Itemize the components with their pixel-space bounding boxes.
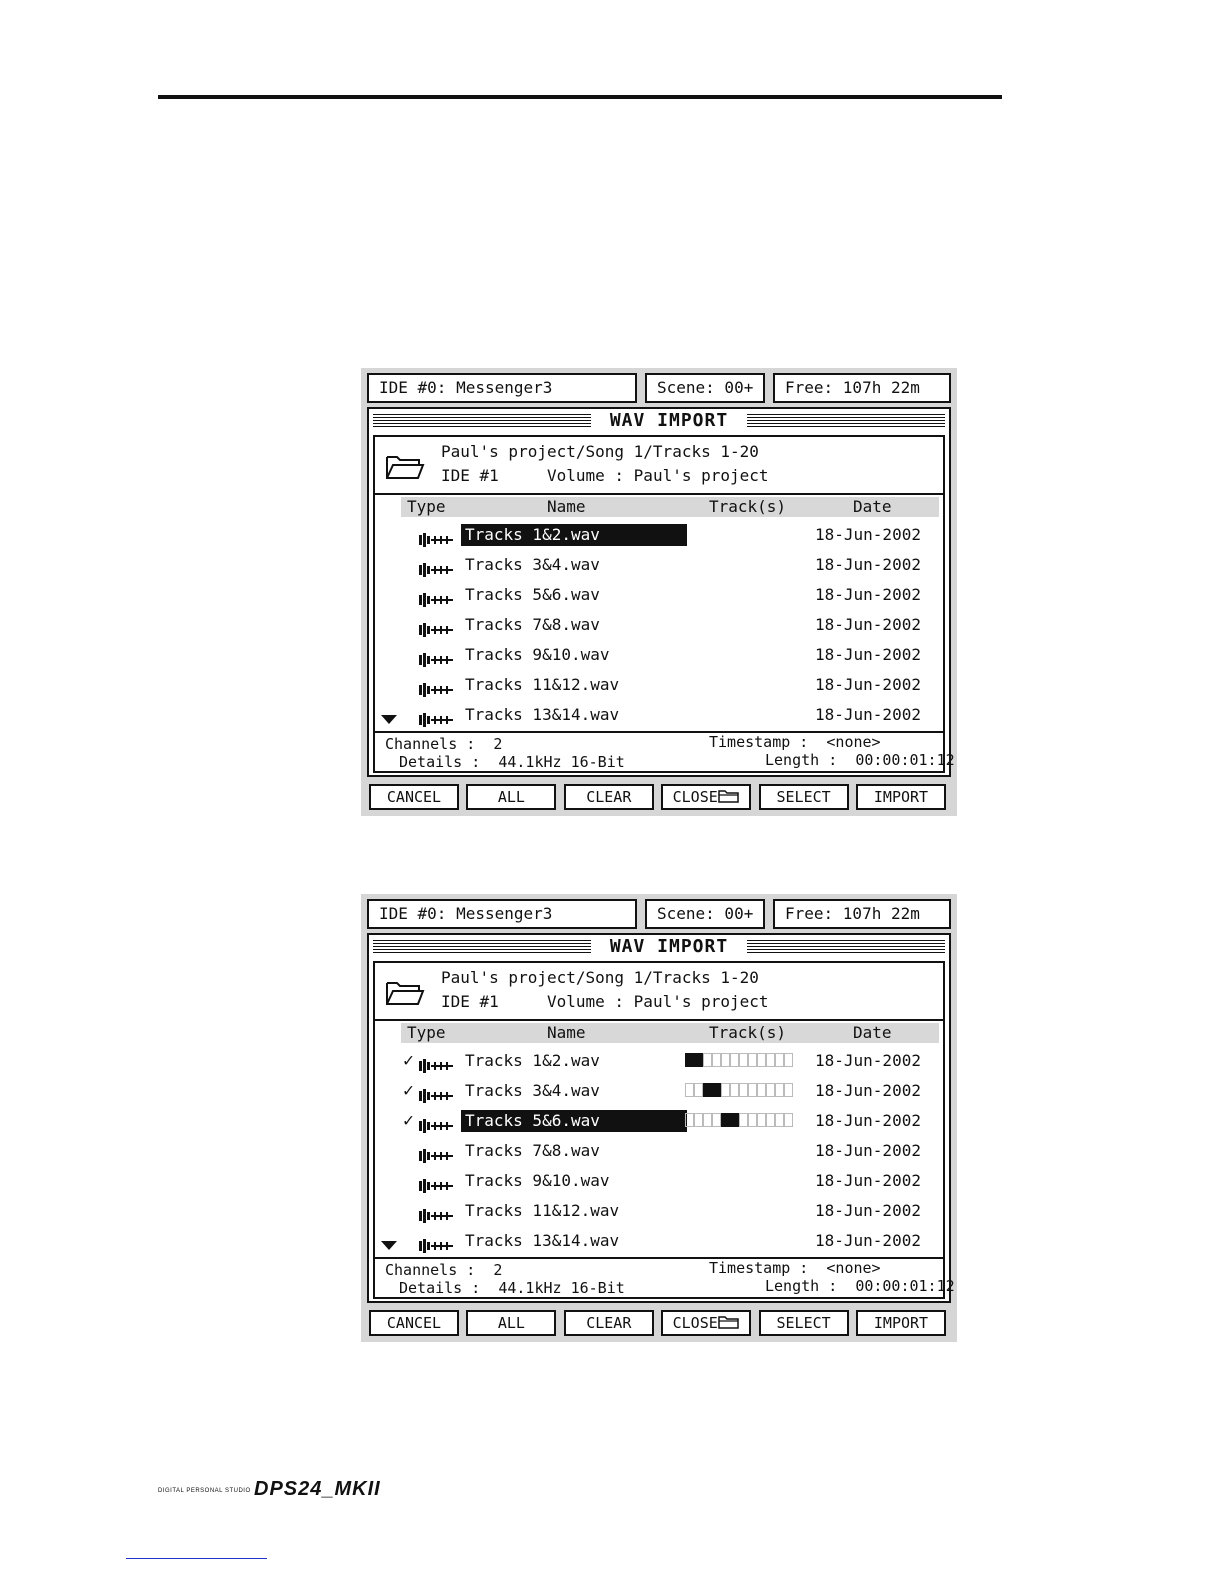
file-row[interactable] bbox=[375, 551, 943, 579]
scroll-down-arrow-icon[interactable] bbox=[381, 715, 397, 724]
button-label: CLEAR bbox=[586, 1314, 632, 1332]
column-name[interactable]: Name bbox=[547, 497, 586, 516]
drive-status: IDE #0: Messenger3 bbox=[367, 373, 637, 403]
folder-icon bbox=[385, 451, 425, 481]
track-cell bbox=[694, 1053, 703, 1067]
device-label: IDE #1 bbox=[441, 466, 499, 485]
column-name[interactable]: Name bbox=[547, 1023, 586, 1042]
checkmark-icon: ✓ bbox=[403, 1110, 414, 1131]
length-info: Length : 00:00:01:12 bbox=[765, 751, 955, 769]
window-title: WAV IMPORT bbox=[609, 936, 729, 957]
length-label: Length bbox=[765, 1277, 820, 1295]
product-logo: DPS24_MKII bbox=[254, 1478, 381, 1500]
details-value: 44.1kHz 16-Bit bbox=[498, 753, 625, 771]
title-stripes-right bbox=[747, 940, 945, 954]
volume-label: Volume bbox=[546, 992, 605, 1011]
track-cell bbox=[739, 1083, 748, 1097]
track-cell bbox=[766, 1113, 775, 1127]
track-cell bbox=[748, 1053, 757, 1067]
button-label: IMPORT bbox=[873, 788, 929, 806]
device-line: IDE #1 Volume : Paul's project bbox=[441, 466, 769, 485]
details-label: Details bbox=[399, 1279, 463, 1297]
file-name: Tracks 11&12.wav bbox=[465, 1201, 620, 1220]
file-date: 18-Jun-2002 bbox=[815, 645, 921, 664]
wav-file-icon bbox=[419, 678, 453, 692]
track-cell bbox=[712, 1113, 721, 1127]
wav-file-icon bbox=[419, 1234, 453, 1248]
file-name: Tracks 11&12.wav bbox=[465, 675, 620, 694]
close-folder-button[interactable] bbox=[661, 784, 751, 810]
track-cell bbox=[730, 1083, 739, 1097]
cancel-button[interactable] bbox=[369, 1310, 459, 1336]
file-name: Tracks 13&14.wav bbox=[465, 705, 620, 724]
track-cell bbox=[739, 1113, 748, 1127]
folder-icon bbox=[385, 977, 425, 1007]
file-name: Tracks 1&2.wav bbox=[461, 524, 687, 546]
wav-import-panel bbox=[367, 933, 955, 1303]
file-row[interactable] bbox=[375, 1047, 943, 1075]
details-label: Details bbox=[399, 753, 463, 771]
scene-status: Scene: 00+ bbox=[645, 899, 765, 929]
button-label: CLEAR bbox=[586, 788, 632, 806]
details-info: Details : 44.1kHz 16-Bit bbox=[399, 1279, 625, 1297]
track-cell bbox=[685, 1113, 694, 1127]
timestamp-label: Timestamp bbox=[709, 1259, 791, 1277]
footer-tagline: DIGITAL PERSONAL STUDIO bbox=[158, 1488, 251, 1494]
timestamp-value: <none> bbox=[826, 733, 881, 751]
file-name: Tracks 9&10.wav bbox=[465, 645, 610, 664]
button-label: SELECT bbox=[776, 788, 831, 806]
track-cell bbox=[784, 1083, 793, 1097]
current-path: Paul's project/Song 1/Tracks 1-20 bbox=[441, 968, 759, 987]
function-key-bar bbox=[369, 784, 953, 810]
track-assignment-grid[interactable] bbox=[685, 1083, 797, 1099]
file-date: 18-Jun-2002 bbox=[815, 675, 921, 694]
scene-status: Scene: 00+ bbox=[645, 373, 765, 403]
track-cell bbox=[775, 1113, 784, 1127]
wav-file-icon bbox=[419, 1204, 453, 1218]
folder-icon bbox=[718, 787, 740, 809]
wav-file-icon bbox=[419, 618, 453, 632]
device-label: IDE #1 bbox=[441, 992, 499, 1011]
wav-file-icon bbox=[419, 1174, 453, 1188]
file-row[interactable] bbox=[375, 1197, 943, 1225]
length-info: Length : 00:00:01:12 bbox=[765, 1277, 955, 1295]
file-name: Tracks 1&2.wav bbox=[465, 1051, 600, 1070]
track-cell bbox=[748, 1113, 757, 1127]
cancel-button[interactable] bbox=[369, 784, 459, 810]
title-bar bbox=[369, 935, 949, 959]
file-row[interactable] bbox=[375, 1077, 943, 1105]
file-row[interactable] bbox=[375, 1167, 943, 1195]
track-cell bbox=[721, 1053, 730, 1067]
file-row[interactable] bbox=[375, 611, 943, 639]
track-cell bbox=[685, 1083, 694, 1097]
file-row[interactable] bbox=[375, 1107, 943, 1135]
title-bar bbox=[369, 409, 949, 433]
close-folder-button[interactable] bbox=[661, 1310, 751, 1336]
file-row[interactable] bbox=[375, 1137, 943, 1165]
file-date: 18-Jun-2002 bbox=[815, 1111, 921, 1130]
file-row[interactable] bbox=[375, 521, 943, 549]
file-date: 18-Jun-2002 bbox=[815, 1081, 921, 1100]
file-row[interactable] bbox=[375, 1227, 943, 1255]
track-cell bbox=[766, 1083, 775, 1097]
column-type[interactable]: Type bbox=[407, 1023, 446, 1042]
all-button[interactable] bbox=[466, 784, 556, 810]
file-name: Tracks 9&10.wav bbox=[465, 1171, 610, 1190]
button-label: CANCEL bbox=[386, 788, 442, 806]
button-label: CLOSE bbox=[672, 788, 718, 806]
track-cell bbox=[703, 1083, 712, 1097]
channels-label: Channels bbox=[385, 1261, 458, 1279]
wav-file-icon bbox=[419, 558, 453, 572]
wav-file-icon bbox=[419, 1144, 453, 1158]
file-date: 18-Jun-2002 bbox=[815, 585, 921, 604]
channels-value: 2 bbox=[493, 1261, 503, 1279]
column-type[interactable]: Type bbox=[407, 497, 446, 516]
checkmark-icon: ✓ bbox=[403, 1080, 414, 1101]
free-space-status: Free: 107h 22m bbox=[773, 373, 951, 403]
column-header bbox=[401, 1023, 939, 1043]
title-stripes-right bbox=[747, 414, 945, 428]
volume-value: Paul's project bbox=[633, 466, 769, 485]
select-button[interactable] bbox=[759, 1310, 849, 1336]
track-cell bbox=[739, 1053, 748, 1067]
file-date: 18-Jun-2002 bbox=[815, 615, 921, 634]
volume-value: Paul's project bbox=[633, 992, 769, 1011]
drive-status: IDE #0: Messenger3 bbox=[367, 899, 637, 929]
length-value: 00:00:01:12 bbox=[855, 1277, 955, 1295]
wav-file-icon bbox=[419, 528, 453, 542]
file-info bbox=[375, 731, 955, 773]
clear-button[interactable] bbox=[564, 1310, 654, 1336]
track-cell bbox=[730, 1113, 739, 1127]
file-name: Tracks 3&4.wav bbox=[465, 1081, 600, 1100]
file-name: Tracks 13&14.wav bbox=[465, 1231, 620, 1250]
length-value: 00:00:01:12 bbox=[855, 751, 955, 769]
timestamp-value: <none> bbox=[826, 1259, 881, 1277]
column-tracks[interactable]: Track(s) bbox=[709, 1023, 787, 1042]
track-cell bbox=[703, 1113, 712, 1127]
free-space-status: Free: 107h 22m bbox=[773, 899, 951, 929]
wav-import-panel bbox=[367, 407, 955, 777]
file-date: 18-Jun-2002 bbox=[815, 1171, 921, 1190]
column-date[interactable]: Date bbox=[853, 1023, 892, 1042]
timestamp-info: Timestamp : <none> bbox=[709, 733, 881, 751]
channels-value: 2 bbox=[493, 735, 503, 753]
track-cell bbox=[694, 1113, 703, 1127]
track-cell bbox=[766, 1053, 775, 1067]
channels-label: Channels bbox=[385, 735, 458, 753]
status-bar bbox=[367, 899, 951, 929]
wav-file-icon bbox=[419, 1084, 453, 1098]
wav-file-icon bbox=[419, 1114, 453, 1128]
button-label: IMPORT bbox=[873, 1314, 929, 1332]
details-value: 44.1kHz 16-Bit bbox=[498, 1279, 625, 1297]
path-box bbox=[375, 437, 943, 495]
file-row[interactable] bbox=[375, 581, 943, 609]
track-cell bbox=[721, 1113, 730, 1127]
wav-file-icon bbox=[419, 708, 453, 722]
file-date: 18-Jun-2002 bbox=[815, 1231, 921, 1250]
window-title: WAV IMPORT bbox=[609, 410, 729, 431]
status-bar bbox=[367, 373, 951, 403]
track-cell bbox=[730, 1053, 739, 1067]
button-label: ALL bbox=[497, 1314, 525, 1332]
file-browser bbox=[373, 435, 955, 773]
track-cell bbox=[685, 1053, 694, 1067]
track-cell bbox=[712, 1053, 721, 1067]
track-assignment-grid[interactable] bbox=[685, 1053, 797, 1069]
track-cell bbox=[775, 1083, 784, 1097]
file-row[interactable] bbox=[375, 671, 943, 699]
select-button[interactable] bbox=[759, 784, 849, 810]
wav-import-screen-1 bbox=[361, 368, 957, 816]
timestamp-label: Timestamp bbox=[709, 733, 791, 751]
function-key-bar bbox=[369, 1310, 953, 1336]
file-date: 18-Jun-2002 bbox=[815, 705, 921, 724]
track-cell bbox=[784, 1053, 793, 1067]
track-cell bbox=[757, 1053, 766, 1067]
file-name: Tracks 5&6.wav bbox=[461, 1110, 687, 1132]
file-date: 18-Jun-2002 bbox=[815, 1201, 921, 1220]
title-stripes-left bbox=[373, 940, 591, 954]
device-line: IDE #1 Volume : Paul's project bbox=[441, 992, 769, 1011]
track-cell bbox=[721, 1083, 730, 1097]
path-box bbox=[375, 963, 943, 1021]
file-row[interactable] bbox=[375, 641, 943, 669]
track-cell bbox=[784, 1113, 793, 1127]
file-name: Tracks 7&8.wav bbox=[465, 615, 600, 634]
file-date: 18-Jun-2002 bbox=[815, 1051, 921, 1070]
track-assignment-grid[interactable] bbox=[685, 1113, 797, 1129]
import-button[interactable] bbox=[856, 784, 946, 810]
track-cell bbox=[775, 1053, 784, 1067]
wav-file-icon bbox=[419, 648, 453, 662]
wav-file-icon bbox=[419, 1054, 453, 1068]
file-info bbox=[375, 1257, 955, 1299]
track-cell bbox=[757, 1113, 766, 1127]
file-date: 18-Jun-2002 bbox=[815, 525, 921, 544]
button-label: ALL bbox=[497, 788, 525, 806]
page-header-rule bbox=[158, 95, 1002, 99]
current-path: Paul's project/Song 1/Tracks 1-20 bbox=[441, 442, 759, 461]
clear-button[interactable] bbox=[564, 784, 654, 810]
all-button[interactable] bbox=[466, 1310, 556, 1336]
title-stripes-left bbox=[373, 414, 591, 428]
file-date: 18-Jun-2002 bbox=[815, 555, 921, 574]
file-date: 18-Jun-2002 bbox=[815, 1141, 921, 1160]
wav-import-screen-2 bbox=[361, 894, 957, 1342]
column-tracks[interactable]: Track(s) bbox=[709, 497, 787, 516]
column-header bbox=[401, 497, 939, 517]
checkmark-icon: ✓ bbox=[403, 1050, 414, 1071]
length-label: Length bbox=[765, 751, 820, 769]
track-cell bbox=[748, 1083, 757, 1097]
file-name: Tracks 7&8.wav bbox=[465, 1141, 600, 1160]
file-name: Tracks 5&6.wav bbox=[465, 585, 600, 604]
file-name: Tracks 3&4.wav bbox=[465, 555, 600, 574]
column-date[interactable]: Date bbox=[853, 497, 892, 516]
footer-link-underline bbox=[126, 1558, 267, 1559]
channels-info: Channels : 2 bbox=[385, 1261, 503, 1279]
import-button[interactable] bbox=[856, 1310, 946, 1336]
volume-label: Volume bbox=[546, 466, 605, 485]
file-browser bbox=[373, 961, 955, 1299]
wav-file-icon bbox=[419, 588, 453, 602]
button-label: SELECT bbox=[776, 1314, 831, 1332]
track-cell bbox=[757, 1083, 766, 1097]
track-cell bbox=[703, 1053, 712, 1067]
track-cell bbox=[712, 1083, 721, 1097]
timestamp-info: Timestamp : <none> bbox=[709, 1259, 881, 1277]
button-label: CLOSE bbox=[672, 1314, 718, 1332]
button-label: CANCEL bbox=[386, 1314, 442, 1332]
file-row[interactable] bbox=[375, 701, 943, 729]
track-cell bbox=[694, 1083, 703, 1097]
folder-icon bbox=[718, 1313, 740, 1335]
channels-info: Channels : 2 bbox=[385, 735, 503, 753]
scroll-down-arrow-icon[interactable] bbox=[381, 1241, 397, 1250]
details-info: Details : 44.1kHz 16-Bit bbox=[399, 753, 625, 771]
